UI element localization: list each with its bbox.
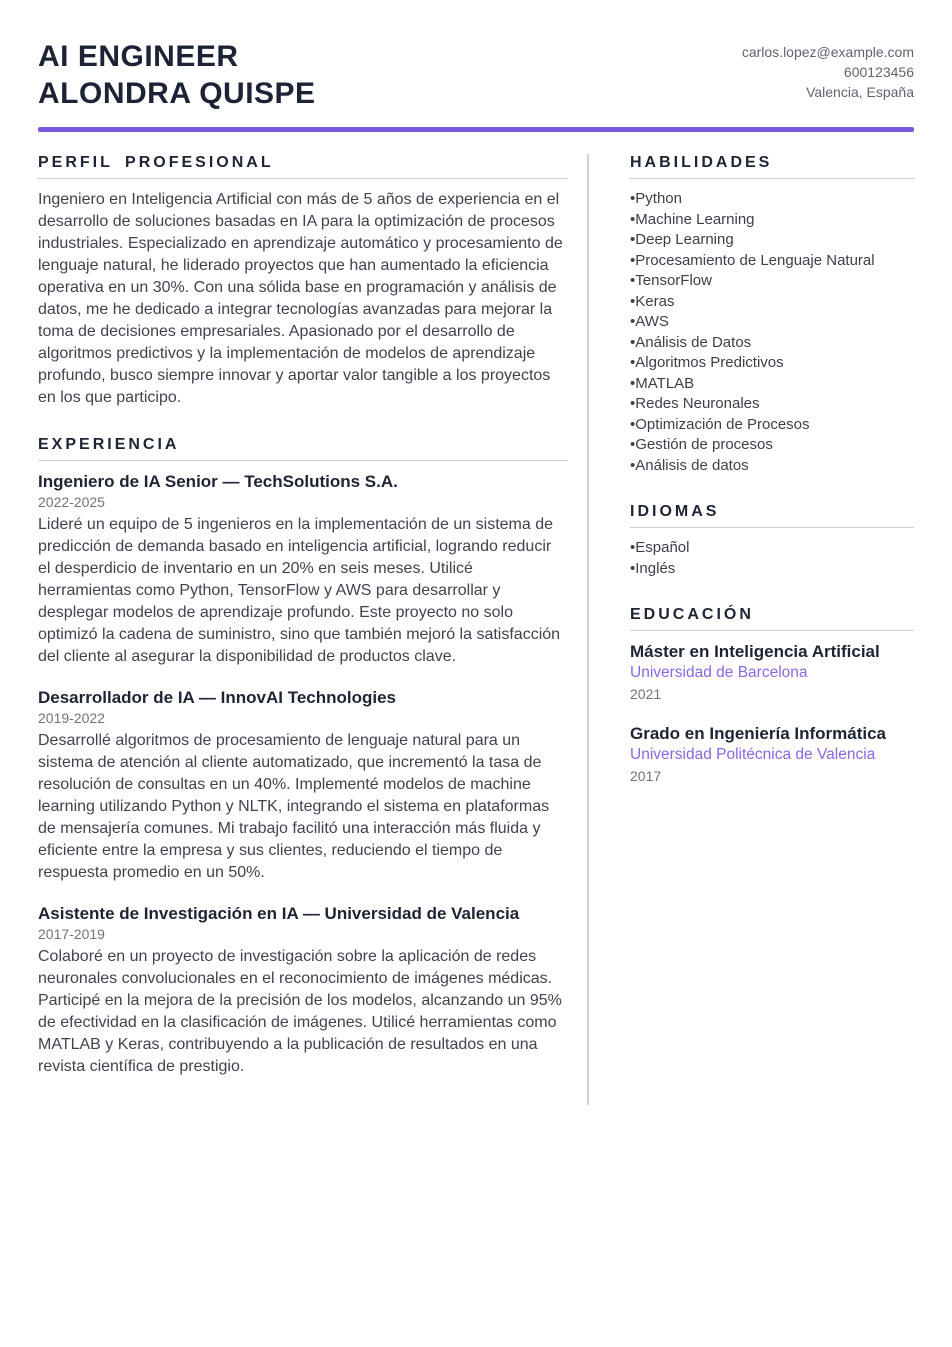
- language-item: • Español: [630, 538, 914, 559]
- education-section-heading: EDUCACIÓN: [630, 606, 914, 631]
- school-link[interactable]: Universidad de Barcelona: [630, 664, 808, 681]
- skill-item: • Algoritmos Predictivos: [630, 353, 914, 374]
- experience-entry: [38, 903, 568, 1078]
- degree-title: Máster en Inteligencia Artificial: [630, 642, 880, 661]
- skill-item: • Procesamiento de Lenguaje Natural: [630, 251, 914, 272]
- experience-section-heading: EXPERIENCIA: [38, 436, 568, 461]
- job-title: Ingeniero de IA Senior — TechSolutions S.A.: [38, 472, 398, 491]
- accent-divider-bar: [38, 127, 914, 132]
- section-languages: [630, 503, 914, 579]
- skill-item: • AWS: [630, 312, 914, 333]
- skills-list: [630, 189, 914, 476]
- languages-section-heading: IDIOMAS: [630, 503, 914, 528]
- candidate-name: ALONDRA QUISPE: [38, 77, 316, 110]
- skill-item: • MATLAB: [630, 374, 914, 395]
- content-columns: [38, 154, 914, 1105]
- job-title: Desarrollador de IA — InnovAI Technologies: [38, 688, 397, 707]
- skill-item: • TensorFlow: [630, 271, 914, 292]
- sidebar-column: [587, 154, 914, 1105]
- education-list: [630, 641, 914, 786]
- skill-item: • Deep Learning: [630, 230, 914, 251]
- job-dates: 2019-2022: [38, 710, 105, 726]
- contact-location: Valencia, España: [806, 84, 914, 100]
- degree-title: Grado en Ingeniería Informática: [630, 724, 887, 743]
- contact-info: [742, 38, 914, 102]
- profile-text: Ingeniero en Inteligencia Artificial con más de 5 años de experiencia en el desarrollo de soluciones basadas en IA para la optimización de procesos industriales. Especializado en aprendizaje automático y procesamiento de lenguaje natural, he liderado proyectos que han aumentado la eficiencia operativa en un 30%. Con una sólida base en programación y análisis de datos, me he dedicado a integrar tecnologías avanzadas para mejorar la toma de decisiones empresariales. Apasionado por el desarrollo de algoritmos predictivos y la implementación de modelos de aprendizaje profundo, busco siempre innovar y aportar valor tangible a los proyectos en los que participo.: [38, 191, 563, 406]
- job-title: Asistente de Investigación en IA — Universidad de Valencia: [38, 904, 520, 923]
- section-experience: [38, 436, 568, 1078]
- section-profile: [38, 154, 568, 409]
- job-description: Desarrollé algoritmos de procesamiento de lenguaje natural para un sistema de atención al cliente automatizado, que incrementó la tasa de resolución de consultas en un 40%. Implementé modelos de machine learning utilizando Python y NLTK, integrando el sistema en plataformas de mensajería comunes. Mi trabajo facilitó una interacción más fluida y eficiente entre la empresa y sus clientes, reduciendo el tiempo de respuesta promedio en un 50%.: [38, 732, 550, 881]
- skill-item: • Keras: [630, 292, 914, 313]
- education-entry: [630, 723, 914, 786]
- education-entry: [630, 641, 914, 704]
- page-title: [38, 38, 316, 112]
- job-description: Colaboré en un proyecto de investigación sobre la aplicación de redes neuronales convolucionales en el reconocimiento de imágenes médicas. Participé en la mejora de la precisión de los modelos, alcanzando un 95% de efectividad en la clasificación de imágenes. Utilicé herramientas como MATLAB y Keras, contribuyendo a la publicación de resultados en una revista científica de prestigio.: [38, 948, 562, 1075]
- graduation-year: 2021: [630, 686, 662, 702]
- experience-entry: [38, 471, 568, 668]
- skill-item: • Python: [630, 189, 914, 210]
- section-education: [630, 606, 914, 786]
- contact-phone: 600123456: [843, 64, 914, 80]
- skill-item: • Machine Learning: [630, 210, 914, 231]
- job-dates: 2022-2025: [38, 494, 105, 510]
- languages-list: [630, 538, 914, 579]
- experience-entry: [38, 687, 568, 884]
- job-description: Lideré un equipo de 5 ingenieros en la implementación de un sistema de predicción de demanda basado en inteligencia artificial, logrando reducir el desperdicio de inventario en un 20% en seis meses. Utilicé herramientas como Python, TensorFlow y AWS para desarrollar y desplegar modelos de aprendizaje profundo. Este proyecto no solo optimizó la cadena de suministro, sino que también mejoró la satisfacción del cliente al asegurar la disponibilidad de productos clave.: [38, 516, 561, 665]
- experience-list: [38, 471, 568, 1078]
- language-item: • Inglés: [630, 559, 914, 580]
- job-role-title: AI ENGINEER: [38, 40, 239, 73]
- section-skills: [630, 154, 914, 476]
- profile-section-heading: PERFIL PROFESIONAL: [38, 154, 568, 179]
- school-link[interactable]: Universidad Politécnica de Valencia: [630, 746, 876, 763]
- skill-item: • Optimización de Procesos: [630, 415, 914, 436]
- skill-item: • Gestión de procesos: [630, 435, 914, 456]
- skill-item: • Análisis de Datos: [630, 333, 914, 354]
- skills-section-heading: HABILIDADES: [630, 154, 914, 179]
- header: [38, 38, 914, 112]
- skill-item: • Redes Neuronales: [630, 394, 914, 415]
- skill-item: • Análisis de datos: [630, 456, 914, 477]
- job-dates: 2017-2019: [38, 926, 105, 942]
- main-column: [38, 154, 568, 1105]
- graduation-year: 2017: [630, 768, 662, 784]
- contact-email: carlos.lopez@example.com: [741, 44, 914, 60]
